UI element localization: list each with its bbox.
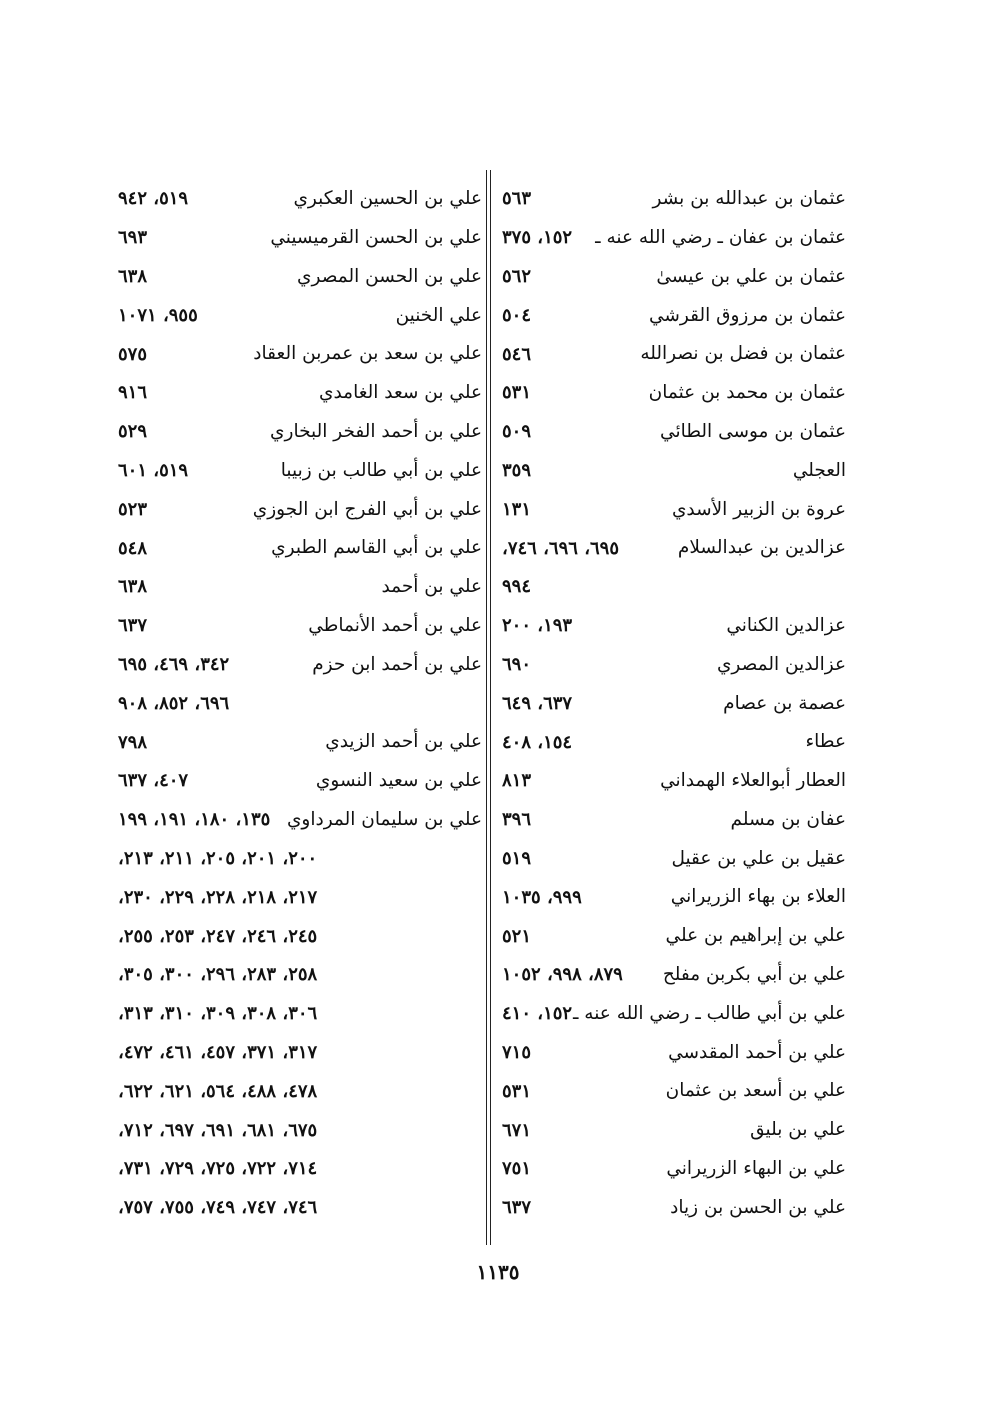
index-entry (118, 413, 482, 452)
page-number: ١١٣٥ (476, 1260, 520, 1284)
entry-name: علي بن إبراهيم بن علي (665, 925, 846, 947)
entry-name: عثمان بن فضل بن نصرالله (640, 343, 846, 365)
entry-name: علي بن سعيد النسوي (315, 770, 482, 792)
entry-name: عقيل بن علي بن عقيل (671, 847, 846, 869)
index-entry (502, 1150, 846, 1189)
entry-pages: ٩١٦ (118, 382, 148, 404)
entry-name: عثمان بن مرزوق القرشي (648, 304, 846, 326)
index-entry (502, 607, 846, 646)
entry-name: علي بن أسعد بن عثمان (665, 1080, 846, 1102)
index-entry (118, 335, 482, 374)
entry-name: علي بن الحسن المصري (297, 265, 482, 287)
index-entry (118, 219, 482, 258)
entry-pages: ٥٤٦ (502, 343, 532, 365)
index-entry (118, 878, 482, 917)
entry-pages: ٩٥٥، ١٠٧١ (118, 304, 198, 326)
index-entry (118, 684, 482, 723)
entry-name: علي بن أبي طالب ـ رضي الله عنه ـ (573, 1002, 846, 1024)
index-entry (502, 529, 846, 568)
entry-name: العجلي (792, 459, 846, 481)
entry-pages: ٨١٣ (502, 770, 532, 792)
index-entry (502, 878, 846, 917)
index-entry (118, 840, 482, 879)
entry-pages: ٧٤٦، ٧٤٧، ٧٤٩، ٧٥٥، ٧٥٧، (118, 1197, 318, 1219)
entry-name: علي بن الحسن القرميسيني (270, 226, 482, 248)
entry-pages: ٣٤٢، ٤٦٩، ٦٩٥ (118, 653, 230, 675)
entry-name: عصمة بن عصام (723, 692, 846, 714)
entry-pages: ٩٩٩، ١٠٣٥ (502, 886, 582, 908)
entry-pages: ٣٥٩ (502, 459, 532, 481)
entry-pages: ١٥٢، ٤١٠ (502, 1003, 573, 1025)
entry-pages: ٦٩٥، ٦٩٦، ٧٤٦، (502, 537, 620, 559)
index-entry (118, 1189, 482, 1228)
entry-pages: ٦٩٦، ٨٥٢، ٩٠٨ (118, 692, 230, 714)
entry-name: العطار أبوالعلاء الهمداني (660, 770, 846, 792)
entry-pages: ٦٧٥، ٦٨١، ٦٩١، ٦٩٧، ٧١٢، (118, 1119, 318, 1141)
entry-name: علي بن البهاء الزريراني (666, 1158, 846, 1180)
index-entry (118, 1150, 482, 1189)
entry-name: عزالدين بن عبدالسلام (677, 537, 846, 559)
index-entry (502, 335, 846, 374)
entry-pages: ٥٢٩ (118, 421, 148, 443)
entry-pages: ٦٣٨ (118, 576, 148, 598)
index-entry (118, 995, 482, 1034)
entry-pages: ٤٧٨، ٤٨٨، ٥٦٤، ٦٢١، ٦٢٢، (118, 1080, 318, 1102)
entry-name: عثمان بن عبدالله بن بشر (652, 188, 846, 210)
index-entry (118, 180, 482, 219)
entry-name: عثمان بن محمد بن عثمان (648, 382, 846, 404)
entry-pages: ٥٣١ (502, 1080, 532, 1102)
index-entry (118, 917, 482, 956)
entry-pages: ٥٢١ (502, 925, 532, 947)
entry-name: علي بن أبي القاسم الطبري (271, 537, 482, 559)
entry-pages: ٧١٤، ٧٢٢، ٧٢٥، ٧٢٩، ٧٣١، (118, 1158, 318, 1180)
entry-pages: ٥٣١ (502, 382, 532, 404)
index-entry (502, 646, 846, 685)
entry-pages: ٦٣٧ (118, 615, 148, 637)
index-entry (118, 723, 482, 762)
entry-name: علي بن أبي طالب بن زبيبا (280, 459, 482, 481)
entry-pages: ٥١٩، ٩٤٢ (118, 188, 189, 210)
index-entry (502, 452, 846, 491)
index-entry (502, 840, 846, 879)
index-entry (502, 917, 846, 956)
entry-pages: ٧٩٨ (118, 731, 148, 753)
index-entry (118, 452, 482, 491)
entry-name: علي بن بليق (750, 1119, 846, 1141)
entry-name: علي بن أحمد الأنماطي (308, 614, 482, 636)
index-entry (118, 374, 482, 413)
index-entry (502, 762, 846, 801)
entry-name: علي بن أحمد الفخر البخاري (270, 420, 482, 442)
entry-pages: ٧١٥ (502, 1041, 532, 1063)
entry-pages: ٦٧١ (502, 1119, 532, 1141)
entry-name: علي بن سعد الغامدي (318, 382, 482, 404)
entry-pages: ١٣٥، ١٨٠، ١٩١، ١٩٩ (118, 809, 271, 831)
entry-pages: ٢٥٨، ٢٨٣، ٢٩٦، ٣٠٠، ٣٠٥، (118, 964, 318, 986)
index-entry (118, 1072, 482, 1111)
index-entry (502, 684, 846, 723)
entry-name: علي بن أبي الفرج ابن الجوزي (252, 498, 482, 520)
entry-name: علي بن سليمان المرداوي (286, 808, 482, 830)
entry-pages: ٥٧٥ (118, 343, 148, 365)
index-entry (118, 258, 482, 297)
index-entry (502, 723, 846, 762)
entry-pages: ٦٣٨ (118, 265, 148, 287)
entry-pages: ٢١٧، ٢١٨، ٢٢٨، ٢٢٩، ٢٣٠، (118, 886, 318, 908)
entry-pages: ٢٤٥، ٢٤٦، ٢٤٧، ٢٥٣، ٢٥٥، (118, 925, 318, 947)
entry-pages: ٥٠٤ (502, 304, 532, 326)
entry-name: عزالدين الكناني (726, 614, 846, 636)
entry-name: عفان بن مسلم (730, 808, 846, 830)
index-entry (118, 568, 482, 607)
index-entry (502, 801, 846, 840)
index-entry (118, 646, 482, 685)
entry-pages: ٥١٩ (502, 847, 532, 869)
entry-name: عزالدين المصري (716, 653, 846, 675)
entry-name: علي الخنين (395, 304, 482, 326)
entry-pages: ٨٧٩، ٩٩٨، ١٠٥٢ (502, 964, 623, 986)
index-entry (502, 296, 846, 335)
entry-name: عثمان بن عفان ـ رضي الله عنه ـ (595, 226, 846, 248)
entry-pages: ٤٠٧، ٦٣٧ (118, 770, 189, 792)
index-entry (118, 529, 482, 568)
entry-pages: ٥١٩، ٦٠١ (118, 459, 189, 481)
entry-name: عروة بن الزبير الأسدي (671, 498, 846, 520)
index-entry (118, 1111, 482, 1150)
index-entry (502, 180, 846, 219)
entry-pages: ٥٦٢ (502, 265, 532, 287)
index-entry (118, 956, 482, 995)
index-entry (502, 568, 846, 607)
entry-pages: ٥٦٣ (502, 188, 532, 210)
index-entry (118, 762, 482, 801)
entry-name: عثمان بن علي بن عيسىٰ (656, 265, 846, 287)
entry-pages: ٦٣٧، ٦٤٩ (502, 692, 573, 714)
index-entry (502, 1111, 846, 1150)
entry-pages: ٣١٧، ٣٧١، ٤٥٧، ٤٦١، ٤٧٢، (118, 1041, 318, 1063)
entry-pages: ١٣١ (502, 498, 532, 520)
index-entry (118, 1034, 482, 1073)
index-column-left (118, 180, 482, 1228)
entry-pages: ٧٥١ (502, 1158, 532, 1180)
entry-name: علي بن أحمد المقدسي (668, 1041, 846, 1063)
index-entry (502, 995, 846, 1034)
entry-pages: ٦٩٣ (118, 227, 148, 249)
entry-name: عطاء (805, 731, 846, 753)
entry-pages: ٥٠٩ (502, 421, 532, 443)
entry-pages: ٦٣٧ (502, 1197, 532, 1219)
index-entry (118, 296, 482, 335)
entry-name: علي بن أحمد ابن حزم (312, 653, 482, 675)
column-divider (486, 170, 491, 1245)
index-entry (118, 490, 482, 529)
entry-pages: ٥٤٨ (118, 537, 148, 559)
entry-name: علي بن أبي بكربن مفلح (662, 964, 846, 986)
entry-pages: ١٥٢، ٣٧٥ (502, 227, 573, 249)
entry-name: علي بن الحسين العكبري (293, 188, 482, 210)
entry-pages: ٢٠٠، ٢٠١، ٢٠٥، ٢١١، ٢١٣، (118, 847, 318, 869)
entry-name: علي بن الحسن بن زياد (670, 1196, 846, 1218)
index-entry (502, 1189, 846, 1228)
entry-pages: ١٥٤، ٤٠٨ (502, 731, 573, 753)
index-entry (502, 413, 846, 452)
entry-name: عثمان بن موسى الطائي (660, 420, 846, 442)
entry-pages: ٩٩٤ (502, 576, 532, 598)
index-entry (502, 219, 846, 258)
entry-name: علي بن أحمد الزيدي (325, 731, 482, 753)
entry-name: علي بن سعد بن عمربن العقاد (253, 343, 482, 365)
index-entry (118, 607, 482, 646)
entry-name: علي بن أحمد (381, 576, 482, 598)
entry-name: العلاء بن بهاء الزريراني (670, 886, 846, 908)
index-entry (502, 956, 846, 995)
index-entry (118, 801, 482, 840)
index-entry (502, 1034, 846, 1073)
entry-pages: ٣٩٦ (502, 809, 532, 831)
entry-pages: ٥٢٣ (118, 498, 148, 520)
index-entry (502, 374, 846, 413)
index-column-right (502, 180, 846, 1228)
entry-pages: ٣٠٦، ٣٠٨، ٣٠٩، ٣١٠، ٣١٣، (118, 1003, 318, 1025)
index-entry (502, 1072, 846, 1111)
index-entry (502, 258, 846, 297)
index-entry (502, 490, 846, 529)
entry-pages: ٦٩٠ (502, 653, 532, 675)
entry-pages: ١٩٣، ٢٠٠ (502, 615, 573, 637)
